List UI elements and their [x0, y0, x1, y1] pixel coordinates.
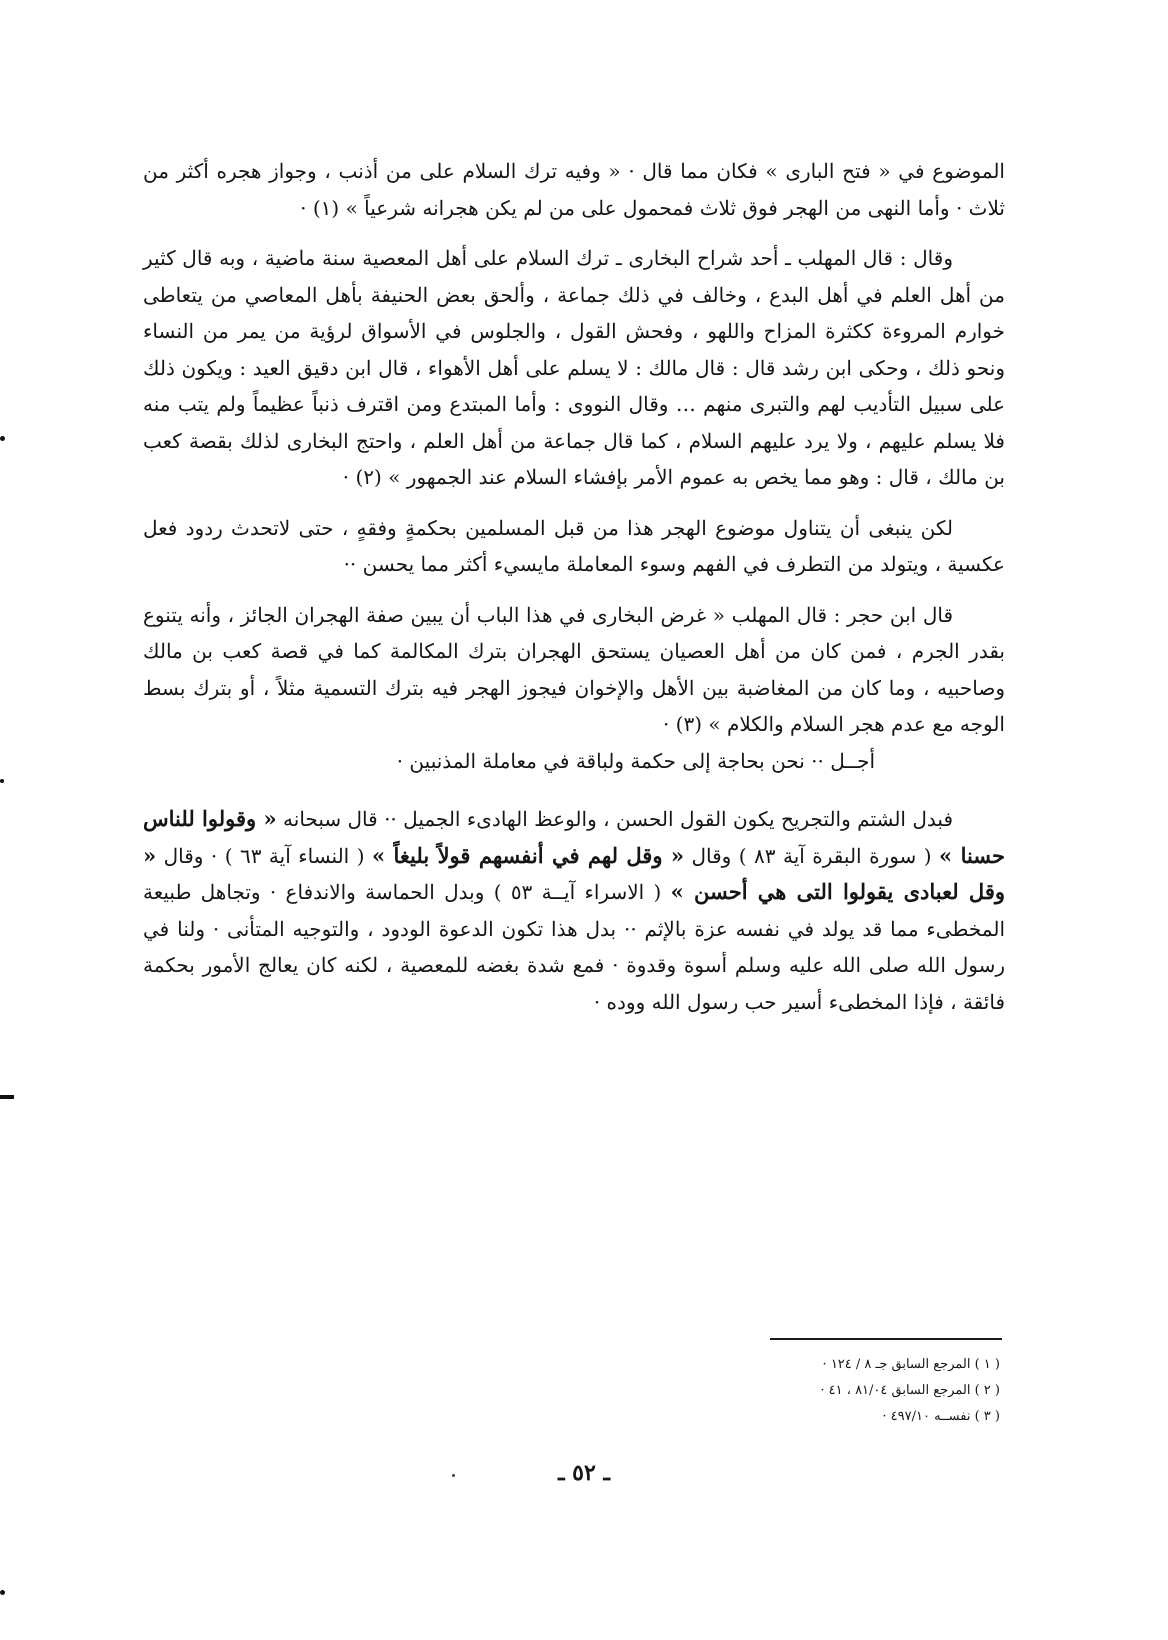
page-number: ـ ٥٢ ـ	[558, 1460, 610, 1486]
quote-1: « وقولوا للناس حسنا »	[143, 806, 1006, 868]
paragraph-4: قال ابن حجر : قال المهلب « غرض البخارى في هذا الباب أن يبين صفة الهجران الجائز ، وأنه يتنوع بقدر الجرم ، فمن كان من أهل العصيان يستحق الهجران بترك المكالمة كما في قصة كعب بن مالك وصاحبيه ، وما كان من المغاضبة بين الأهل والإخوان فيجوز الهجر فيه بترك التسمية مثلاً ، أو بترك بسط الوجه مع عدم هجر السلام والكلام » (٣) ·	[143, 602, 1005, 736]
footnote-3: ( ٣ ) نفســه ٤٩٧/١٠ ·	[882, 1409, 1000, 1424]
paragraph-5: أجــل ·· نحن بحاجة إلى حكمة ولباقة في معاملة المذنبين ·	[396, 748, 875, 773]
scan-dot	[452, 1474, 455, 1477]
scan-margin-mark	[0, 436, 5, 441]
footnote-1: ( ١ ) المرجع السابق جـ ٨ / ١٢٤ ·	[822, 1357, 1000, 1372]
p6-text-3: ( النساء آية ٦٣ ) · وقال	[156, 843, 372, 868]
p6-text-4: ( الاسراء آيــة ٥٣ ) وبدل الحماسة والاندفاع · وتجاهل طبيعة المخطىء مما قد يولد في نفسه عزة بالإثم ·· بدل هذا تكون الدعوة الودود ، والتوجيه المتأنى · ولنا في رسول الله صلى الله عليه وسلم أسوة وقدوة · فمع شدة بغضه للمعصية ، لكنه كان يعالج الأمور بحكمة فائقة ، فإذا المخطىء أسير حب رسول الله ووده ·	[143, 880, 1005, 1014]
main-text	[143, 153, 1005, 1034]
paragraph-2: وقال : قال المهلب ـ أحد شراح البخارى ـ ترك السلام على أهل المعصية سنة ماضية ، وبه قال كثير من أهل العلم في أهل البدع ، وخالف في ذلك جماعة ، وألحق بعض الحنيفة بأهل المعاصي من يتعاطى خوارم المروءة ككثرة المزاح واللهو ، وفحش القول ، والجلوس في الأسواق لرؤية من يمر من النساء ونحو ذلك ، وحكى ابن رشد قال : قال مالك : لا يسلم على أهل الأهواء ، قال ابن دقيق العيد : ويكون ذلك على سبيل التأديب لهم والتبرى منهم … وقال النووى : وأما المبتدع ومن اقترف ذنباً عظيماً ولم يتب منه فلا يسلم عليهم ، ولا يرد عليهم السلام ، كما قال جماعة من أهل العلم ، واحتج البخارى لذلك بقصة كعب بن مالك ، قال : وهو مما يخص به عموم الأمر بإفشاء السلام عند الجمهور » (٢) ·	[143, 246, 1005, 489]
p6-text-1: فبدل الشتم والتجريح يكون القول الحسن ، والوعظ الهادىء الجميل ·· قال سبحانه	[276, 807, 954, 831]
footnote-divider	[770, 1338, 1002, 1340]
footnote-2: ( ٢ ) المرجع السابق ٨١/٠٤ ، ٤١ ·	[820, 1383, 1000, 1398]
quote-2: « وقل لهم في أنفسهم قولاً بليغاً »	[371, 842, 685, 868]
paragraph-1: الموضوع في « فتح البارى » فكان مما قال · « وفيه ترك السلام على من أذنب ، وجواز هجره أكثر من ثلاث · وأما النهى من الهجر فوق ثلاث فمحمول على من لم يكن هجرانه شرعياً » (١) ·	[143, 159, 1005, 220]
footnotes	[560, 1352, 1000, 1430]
paragraph-3: لكن ينبغى أن يتناول موضوع الهجر هذا من قبل المسلمين بحكمةٍ وفقهٍ ، حتى لاتحدث ردود فعل عكسية ، ويتولد من التطرف في الفهم وسوء المعاملة مايسيء أكثر مما يحسن ··	[143, 515, 1005, 576]
quote-3: « وقل لعبادى يقولوا التى هي أحسن »	[143, 842, 1006, 904]
scan-margin-mark	[0, 779, 4, 783]
scan-margin-mark	[0, 1095, 14, 1099]
p6-text-2: ( سورة البقرة آية ٨٣ ) وقال	[684, 843, 940, 868]
paragraph-6	[143, 801, 1005, 1020]
scan-margin-mark	[0, 1590, 5, 1595]
